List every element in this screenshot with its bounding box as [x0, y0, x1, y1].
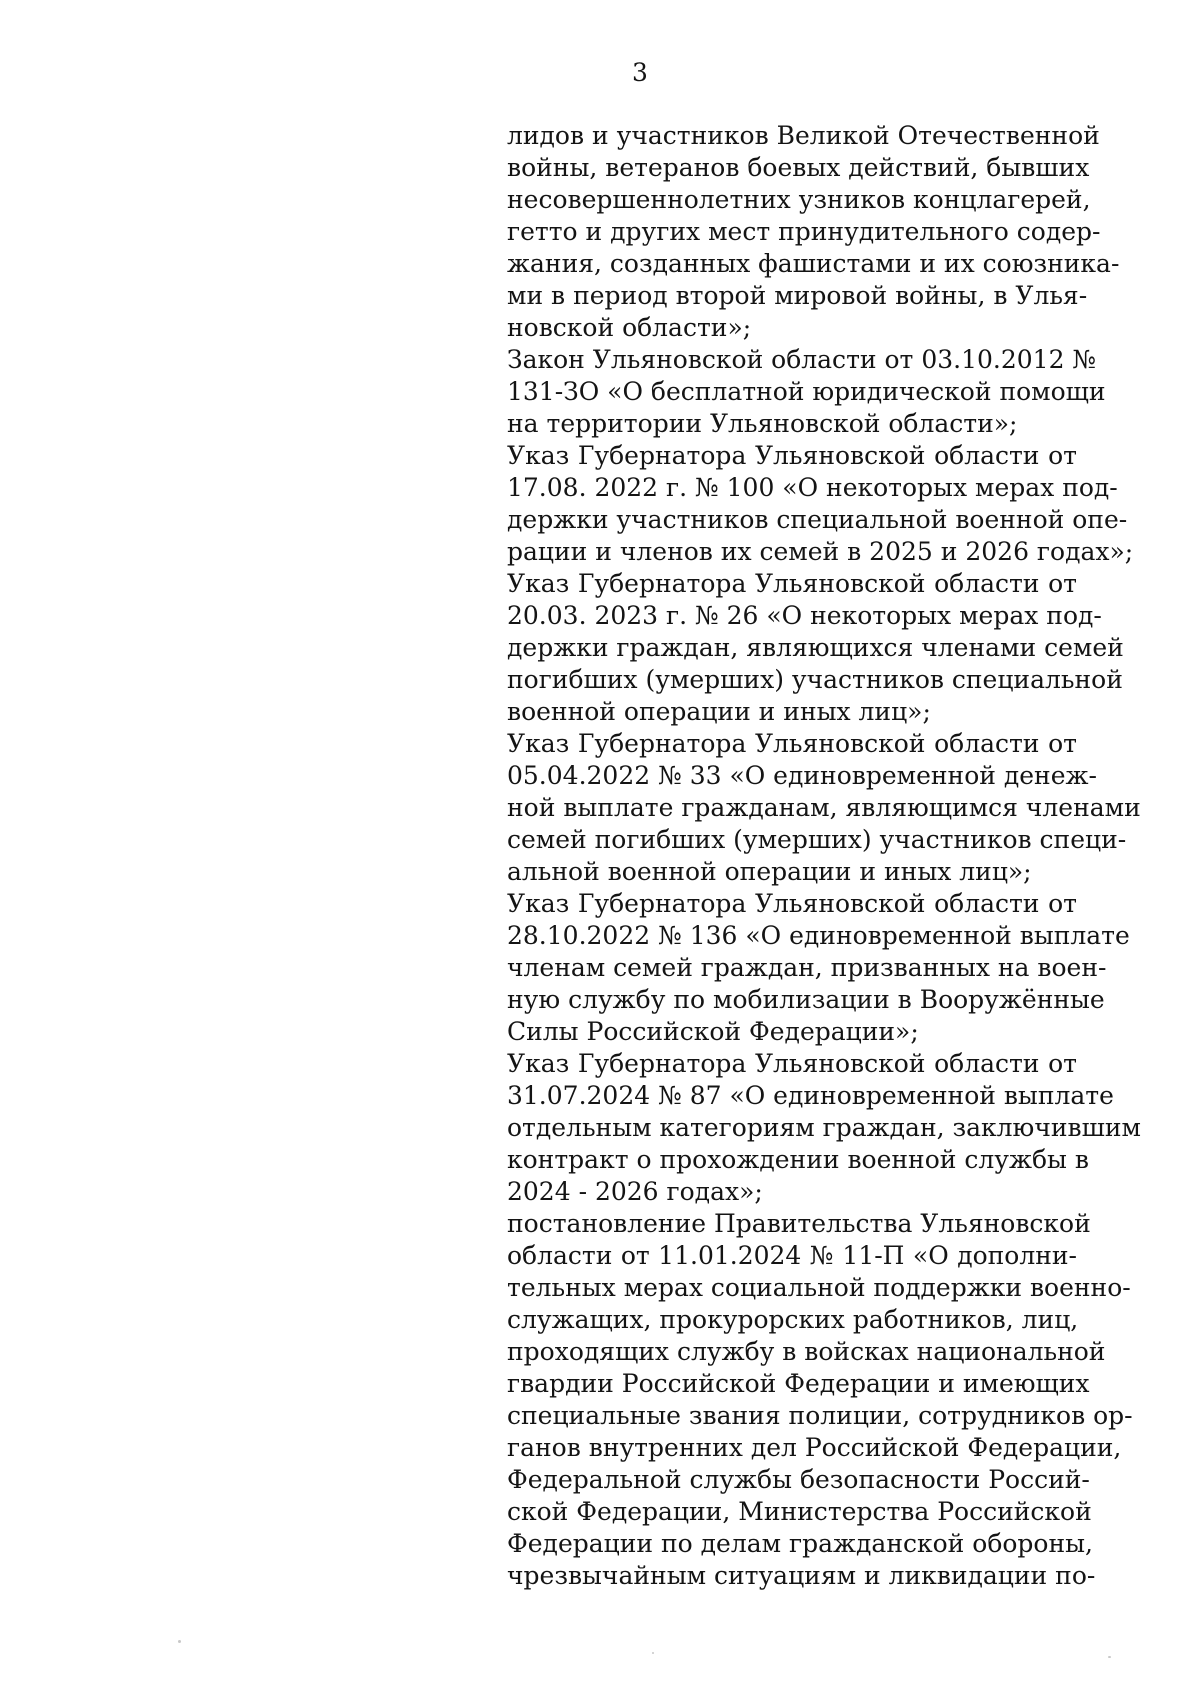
text-line: области от 11.01.2024 № 11-П «О дополни- — [507, 1241, 1077, 1270]
scan-speck — [178, 1640, 181, 1643]
text-line: ми в период второй мировой войны, в Улья- — [507, 281, 1088, 310]
text-line: проходящих службу в войсках национальной — [507, 1337, 1106, 1366]
page-number: 3 — [632, 58, 648, 87]
text-line: погибших (умерших) участников специальной — [507, 665, 1123, 694]
text-line: Указ Губернатора Ульяновской области от — [507, 889, 1077, 918]
text-line: постановление Правительства Ульяновской — [507, 1209, 1091, 1238]
scan-speck — [652, 1652, 654, 1654]
text-line: членам семей граждан, призванных на воен- — [507, 953, 1107, 982]
text-line: семей погибших (умерших) участников специ- — [507, 825, 1127, 854]
text-line: держки участников специальной военной опе- — [507, 505, 1128, 534]
text-line: чрезвычайным ситуациям и ликвидации по- — [507, 1561, 1096, 1590]
text-line: ганов внутренних дел Российской Федерации, — [507, 1433, 1122, 1462]
text-line: служащих, прокурорских работников, лиц, — [507, 1305, 1079, 1334]
text-line: альной военной операции и иных лиц»; — [507, 857, 1032, 886]
text-line: Силы Российской Федерации»; — [507, 1017, 919, 1046]
text-line: рации и членов их семей в 2025 и 2026 годах»; — [507, 537, 1134, 566]
text-line: 2024 - 2026 годах»; — [507, 1177, 763, 1206]
text-line: 20.03. 2023 г. № 26 «О некоторых мерах под- — [507, 601, 1102, 630]
text-line: 28.10.2022 № 136 «О единовременной выплате — [507, 921, 1130, 950]
text-line: специальные звания полиции, сотрудников ор- — [507, 1401, 1133, 1430]
text-line: ную службу по мобилизации в Вооружённые — [507, 985, 1105, 1014]
text-line: Указ Губернатора Ульяновской области от — [507, 569, 1077, 598]
scan-speck — [1108, 1656, 1111, 1658]
text-line: тельных мерах социальной поддержки военно- — [507, 1273, 1131, 1302]
text-line: войны, ветеранов боевых действий, бывших — [507, 153, 1090, 182]
text-line: ской Федерации, Министерства Российской — [507, 1497, 1092, 1526]
text-line: Указ Губернатора Ульяновской области от — [507, 729, 1077, 758]
text-line: лидов и участников Великой Отечественной — [507, 121, 1100, 150]
text-line: гвардии Российской Федерации и имеющих — [507, 1369, 1090, 1398]
text-line: жания, созданных фашистами и их союзника- — [507, 249, 1120, 278]
text-line: отдельным категориям граждан, заключившим — [507, 1113, 1141, 1142]
text-line: Федерации по делам гражданской обороны, — [507, 1529, 1093, 1558]
text-line: Указ Губернатора Ульяновской области от — [507, 1049, 1077, 1078]
text-line: 17.08. 2022 г. № 100 «О некоторых мерах под- — [507, 473, 1118, 502]
text-line: 131-ЗО «О бесплатной юридической помощи — [507, 377, 1106, 406]
text-line: новской области»; — [507, 313, 752, 342]
text-line: 05.04.2022 № 33 «О единовременной денеж- — [507, 761, 1097, 790]
text-line: 31.07.2024 № 87 «О единовременной выплате — [507, 1081, 1114, 1110]
document-body — [507, 120, 1141, 1592]
text-line: Указ Губернатора Ульяновской области от — [507, 441, 1077, 470]
text-line: держки граждан, являющихся членами семей — [507, 633, 1124, 662]
text-line: Закон Ульяновской области от 03.10.2012 № — [507, 345, 1097, 374]
text-line: на территории Ульяновской области»; — [507, 409, 1018, 438]
text-line: ной выплате гражданам, являющимся членами — [507, 793, 1141, 822]
text-line: несовершеннолетних узников концлагерей, — [507, 185, 1091, 214]
text-line: Федеральной службы безопасности Россий- — [507, 1465, 1090, 1494]
text-line: контракт о прохождении военной службы в — [507, 1145, 1089, 1174]
text-line: гетто и других мест принудительного содер- — [507, 217, 1101, 246]
text-line: военной операции и иных лиц»; — [507, 697, 931, 726]
